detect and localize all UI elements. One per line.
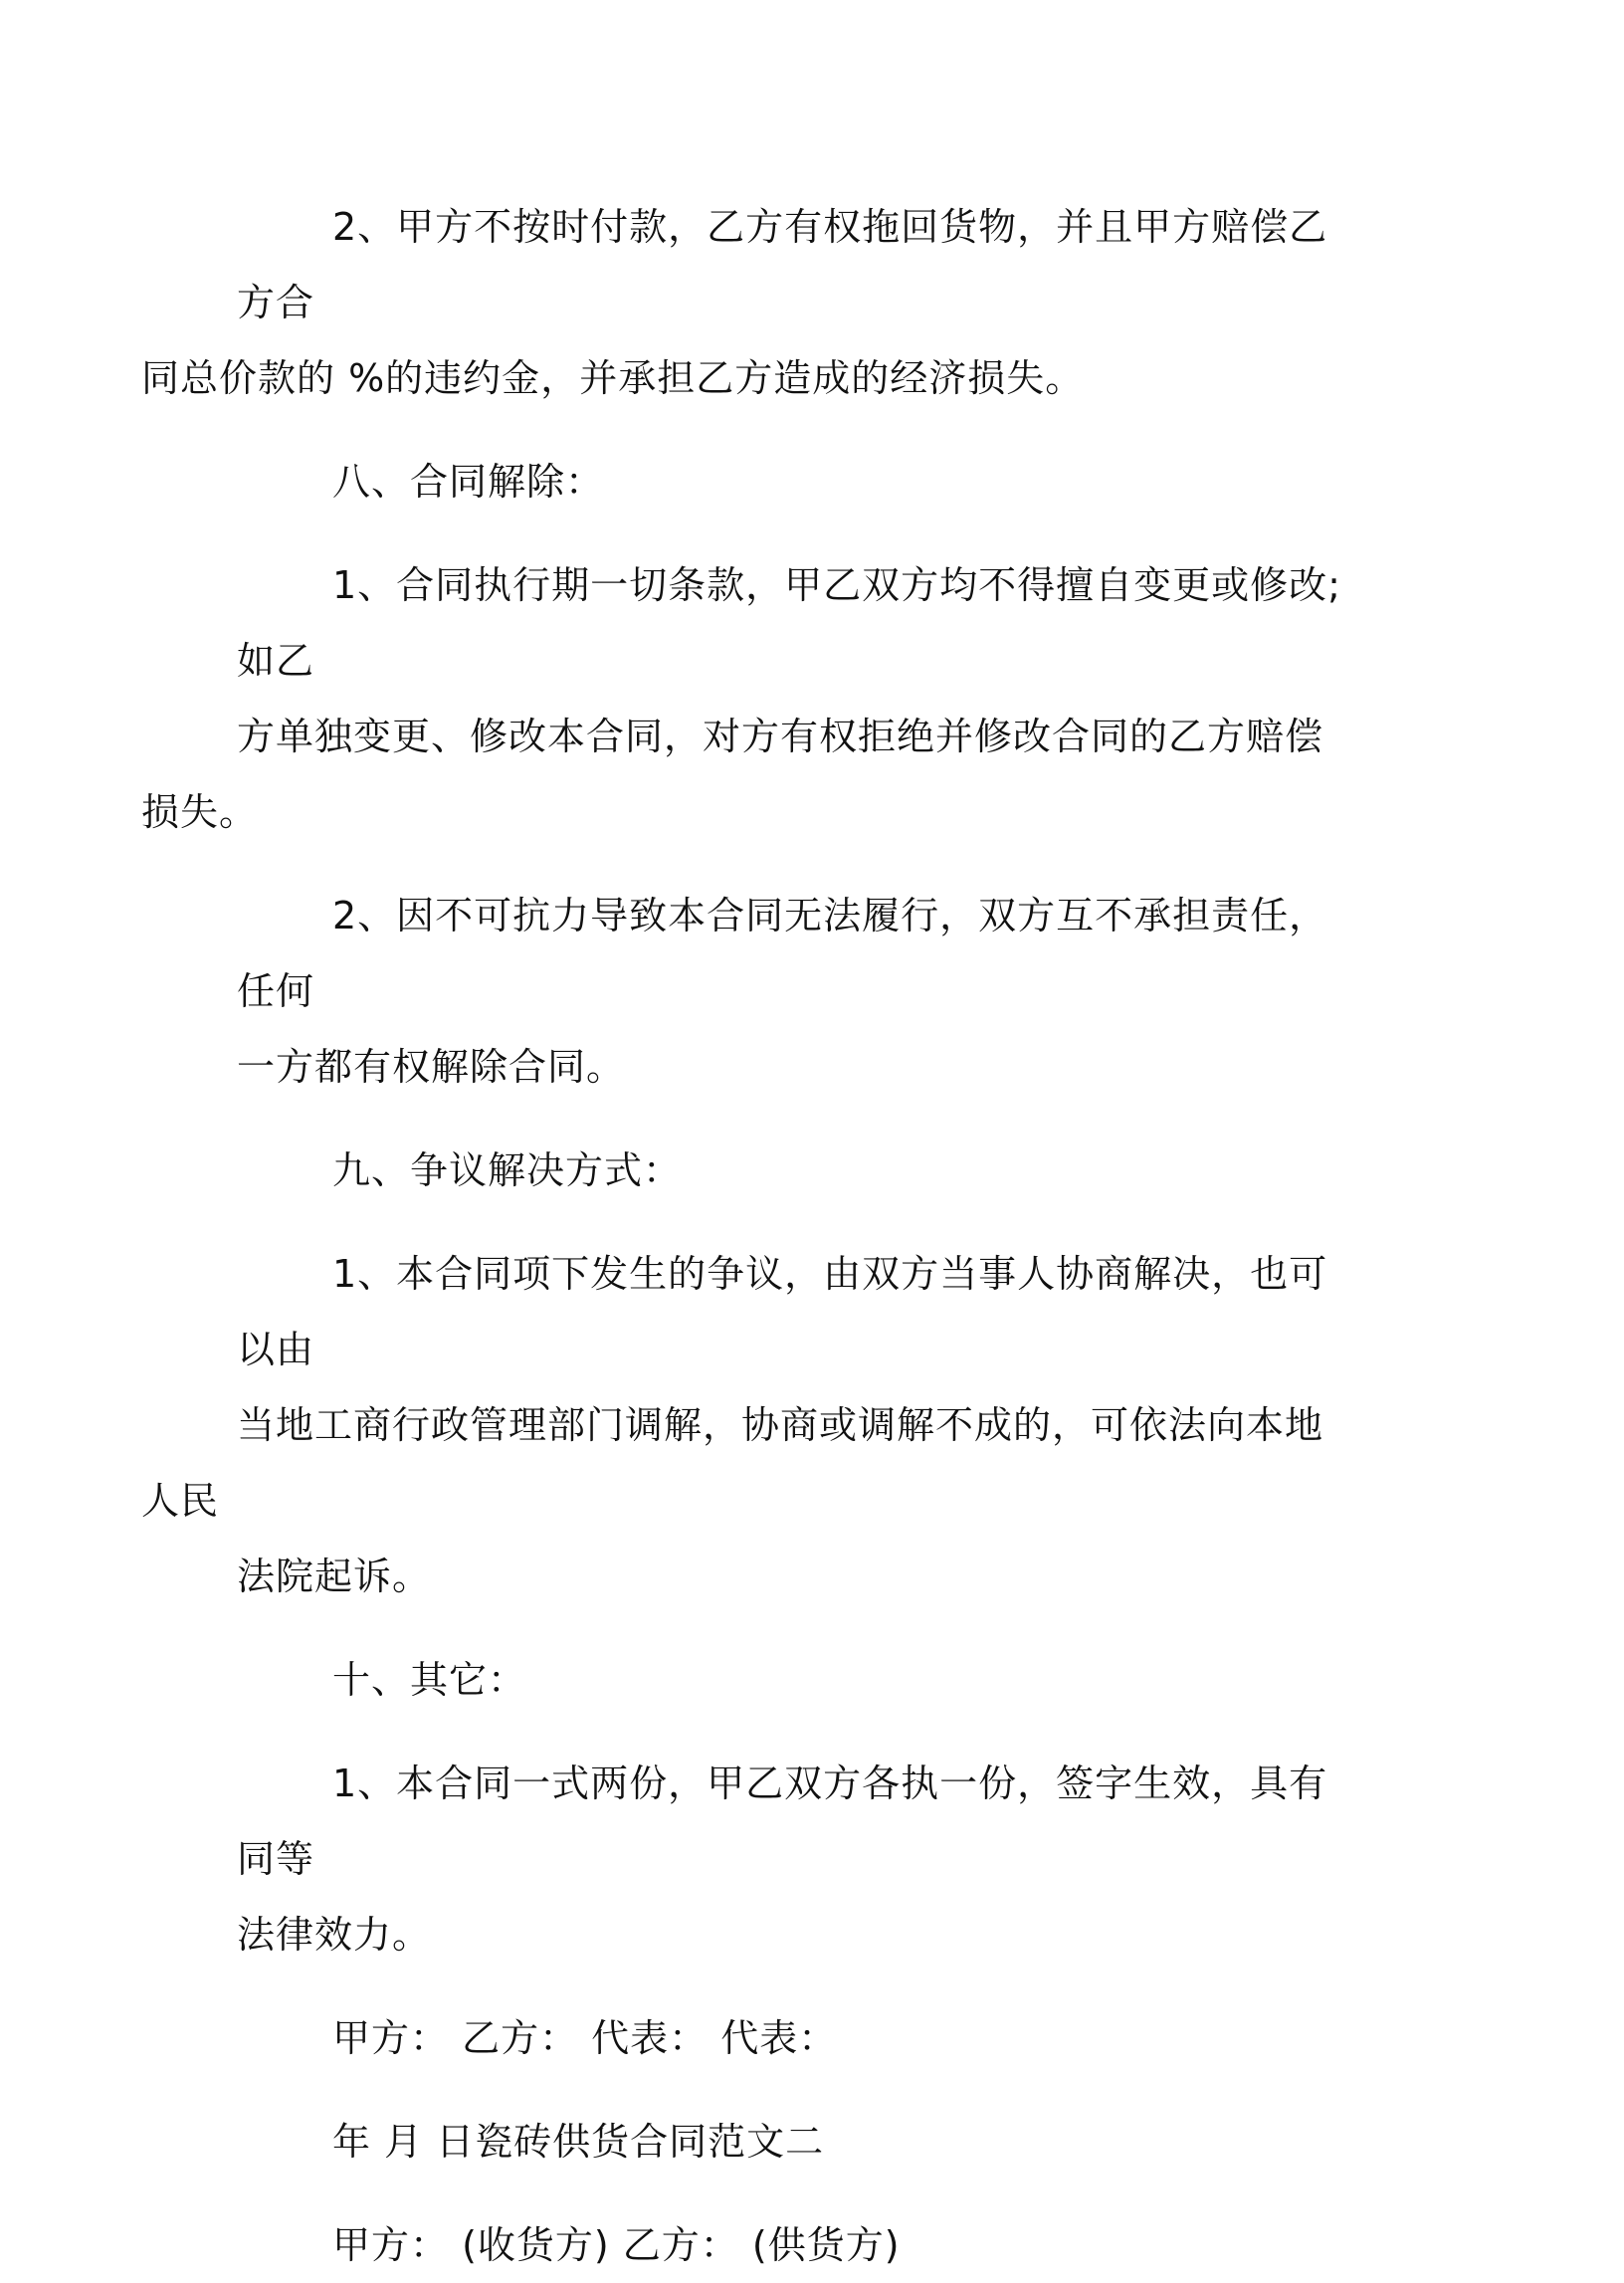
- text-line: 2、甲方不按时付款，乙方有权拖回货物，并且甲方赔偿乙方合: [237, 205, 1328, 324]
- text-line: 一方都有权解除合同。: [237, 1045, 626, 1089]
- text-line: 1、合同执行期一切条款，甲乙双方均不得擅自变更或修改;如乙: [237, 563, 1341, 683]
- section-heading-termination: [237, 444, 1361, 519]
- text-line: 年 月 日瓷砖供货合同范文二: [332, 2120, 825, 2164]
- parties-line: [237, 2207, 1361, 2283]
- heading-text: 十、其它：: [332, 1658, 527, 1702]
- text-line: 1、本合同项下发生的争议，由双方当事人协商解决，也可以由: [237, 1252, 1328, 1371]
- text-line: 法律效力。: [237, 1913, 432, 1957]
- text-line: 法院起诉。: [237, 1555, 432, 1598]
- text-line: 2、因不可抗力导致本合同无法履行，双方互不承担责任，任何: [237, 894, 1328, 1013]
- heading-text: 八、合同解除：: [332, 460, 605, 504]
- heading-text: 九、争议解决方式：: [332, 1148, 683, 1192]
- date-and-title-line: [237, 2104, 1361, 2179]
- document-body: [141, 189, 1361, 2283]
- paragraph-dispute-resolution: [141, 1236, 1361, 1614]
- signature-line: [237, 2000, 1361, 2076]
- paragraph-late-payment: [141, 189, 1361, 416]
- text-line: 1、本合同一式两份，甲乙双方各执一份，签字生效，具有同等: [237, 1762, 1328, 1881]
- text-line: 甲方： 乙方： 代表： 代表：: [332, 2016, 838, 2060]
- paragraph-copies: [237, 1746, 1361, 1972]
- text-line: 甲方： (收货方) 乙方： (供货方): [332, 2223, 901, 2267]
- section-heading-other: [237, 1642, 1361, 1718]
- text-line: 当地工商行政管理部门调解，协商或调解不成的，可依法向本地人民: [141, 1403, 1324, 1523]
- text-line: 同总价款的 %的违约金，并承担乙方造成的经济损失。: [141, 356, 1085, 400]
- section-heading-dispute: [237, 1133, 1361, 1208]
- paragraph-force-majeure: [237, 878, 1361, 1105]
- text-line: 方单独变更、修改本合同，对方有权拒绝并修改合同的乙方赔偿损失。: [141, 715, 1324, 834]
- paragraph-no-modification: [141, 547, 1361, 850]
